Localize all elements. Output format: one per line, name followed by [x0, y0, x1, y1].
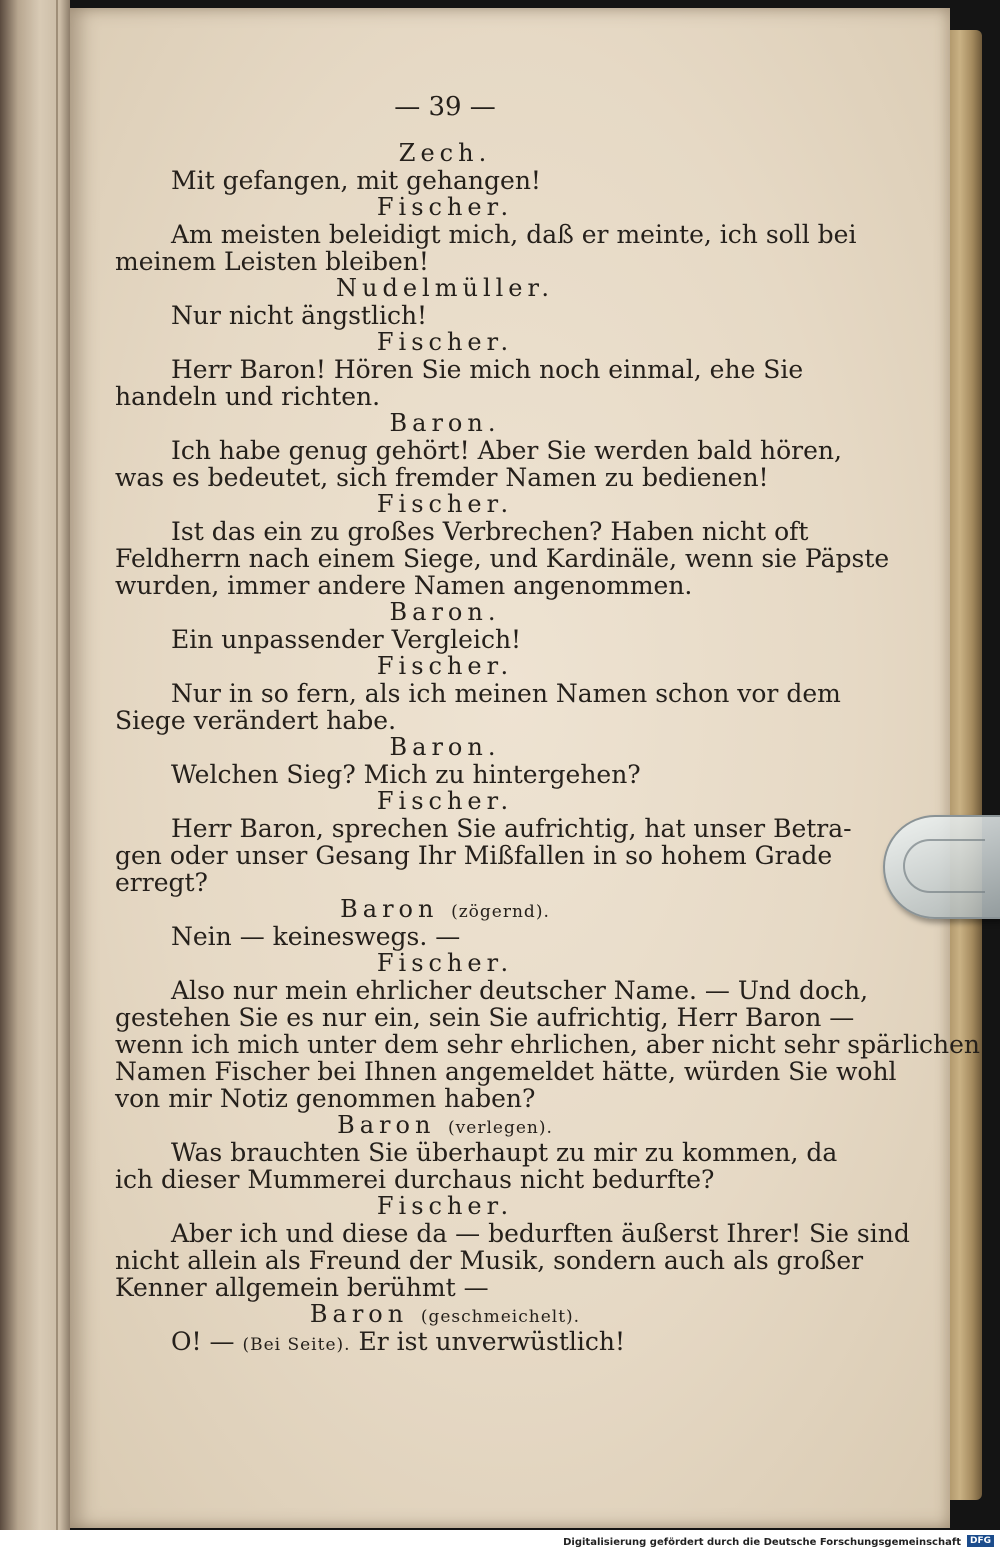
speaker-name — [115, 140, 775, 167]
line-text: Am meisten beleidigt mich, daß er meinte, ich soll bei — [171, 220, 857, 249]
line-text: meinem Leisten bleiben! — [115, 247, 429, 276]
dfg-logo-icon: DFG — [967, 1535, 994, 1547]
line-text: Siege verändert habe. — [115, 706, 397, 735]
line-text: Was brauchten Sie überhaupt zu mir zu kommen, da — [171, 1138, 838, 1167]
speech-line — [115, 923, 775, 950]
speech-line — [115, 707, 775, 734]
speaker-name — [115, 896, 775, 923]
speaker-name — [115, 1301, 775, 1328]
speaker-name — [115, 734, 775, 761]
line-text: Baron. — [389, 733, 501, 761]
speech-line — [115, 355, 804, 384]
line-text: Fischer. — [376, 193, 514, 221]
speech-line — [115, 679, 841, 708]
line-text: Zech. — [398, 139, 492, 167]
dialogue-lines — [115, 139, 980, 1356]
page-clip-holder — [883, 815, 1000, 919]
line-text: Aber ich und diese da — bedurften äußerst Ihrer! Sie sind — [171, 1219, 910, 1248]
speaker-name — [115, 950, 775, 977]
line-text: nicht allein als Freund der Musik, sondern auch als großer — [115, 1246, 864, 1275]
speaker-name — [115, 653, 775, 680]
line-text: Herr Baron, sprechen Sie aufrichtig, hat unser Betra- — [171, 814, 852, 843]
speech-line — [115, 841, 833, 870]
line-text: Nudelmüller. — [336, 274, 554, 302]
line-text: Fischer. — [376, 328, 514, 356]
speech-line — [115, 814, 852, 843]
speaker-name — [115, 599, 775, 626]
funding-notice: Digitalisierung gefördert durch die Deutsche Forschungsgemeinschaft — [563, 1537, 961, 1548]
speech-line — [115, 761, 775, 788]
line-text: Baron — [309, 1300, 409, 1328]
footer-bar — [0, 1530, 1000, 1555]
line-text: Namen Fischer bei Ihnen angemeldet hätte, würden Sie wohl — [115, 1057, 897, 1086]
line-text: Baron — [337, 1111, 436, 1139]
speech-line — [115, 976, 869, 1005]
stage-direction: (zögernd). — [451, 902, 550, 922]
line-text: Feldherrn nach einem Siege, und Kardinäle, wenn sie Päpste — [115, 544, 890, 573]
speaker-name — [115, 329, 775, 356]
book-left-page-edge — [0, 0, 70, 1530]
line-text: Fischer. — [376, 490, 514, 518]
speech-line — [115, 1166, 775, 1193]
speech-line — [115, 1219, 910, 1248]
line-text: was es bedeutet, sich fremder Namen zu bedienen! — [115, 463, 769, 492]
speech-line — [115, 464, 775, 491]
speech-line — [115, 302, 775, 329]
line-text: von mir Notiz genommen haben? — [115, 1084, 536, 1113]
speech-line — [115, 1085, 775, 1112]
speech-line — [115, 869, 775, 896]
line-text: O! — — [171, 1327, 243, 1356]
line-text: Baron. — [389, 598, 501, 626]
line-text: wenn ich mich unter dem sehr ehrlichen, aber nicht sehr spärlichen — [115, 1030, 980, 1059]
line-text-after: Er ist unverwüstlich! — [350, 1327, 626, 1356]
speech-line — [115, 1030, 980, 1059]
line-text: Welchen Sieg? Mich zu hintergehen? — [171, 760, 641, 789]
line-text: Fischer. — [376, 787, 514, 815]
speaker-name — [115, 194, 775, 221]
speech-line — [115, 1274, 775, 1301]
speaker-name — [115, 1193, 775, 1220]
line-text: handeln und richten. — [115, 382, 381, 411]
book-page-stack-edge — [950, 30, 982, 1500]
speech-line — [115, 572, 775, 599]
line-text: wurden, immer andere Namen angenommen. — [115, 571, 693, 600]
speaker-name — [115, 788, 775, 815]
line-text: gen oder unser Gesang Ihr Mißfallen in so hohem Grade — [115, 841, 833, 870]
speech-line — [115, 1328, 775, 1355]
stage-direction: (verlegen). — [448, 1118, 553, 1138]
line-text: Fischer. — [376, 949, 514, 977]
line-text: Nein — keineswegs. — — [171, 922, 461, 951]
speech-line — [115, 1057, 897, 1086]
speaker-name — [115, 1112, 775, 1139]
line-text: Mit gefangen, mit gehangen! — [171, 166, 541, 195]
speaker-name — [115, 491, 775, 518]
line-text: Herr Baron! Hören Sie mich noch einmal, ehe Sie — [171, 355, 804, 384]
speech-line — [115, 1138, 838, 1167]
line-text: Fischer. — [376, 1192, 514, 1220]
line-text: Nur in so fern, als ich meinen Namen schon vor dem — [171, 679, 841, 708]
speech-line — [115, 1246, 864, 1275]
line-text: Nur nicht ängstlich! — [171, 301, 428, 330]
page-number: — 39 — — [394, 92, 496, 122]
line-text: Ich habe genug gehört! Aber Sie werden bald hören, — [171, 436, 842, 465]
line-text: ich dieser Mummerei durchaus nicht bedurfte? — [115, 1165, 715, 1194]
speech-line — [115, 383, 775, 410]
speech-line — [115, 167, 775, 194]
speech-line — [115, 626, 775, 653]
page-text — [115, 82, 980, 1356]
speech-line — [115, 220, 857, 249]
line-text: Kenner allgemein berühmt — — [115, 1273, 489, 1302]
stage-direction: (geschmeichelt). — [420, 1307, 581, 1327]
speech-line — [115, 248, 775, 275]
speech-line — [115, 436, 842, 465]
line-text: Baron — [340, 895, 439, 923]
line-text: Ist das ein zu großes Verbrechen? Haben nicht oft — [171, 517, 809, 546]
speech-line — [115, 1003, 855, 1032]
speech-line — [115, 517, 809, 546]
line-text: Also nur mein ehrlicher deutscher Name. — Und doch, — [171, 976, 869, 1005]
speech-line — [115, 544, 890, 573]
line-text: Baron. — [389, 409, 501, 437]
line-text: Ein unpassender Vergleich! — [171, 625, 522, 654]
line-text: Fischer. — [376, 652, 514, 680]
speaker-name — [115, 275, 775, 302]
speaker-name — [115, 410, 775, 437]
stage-direction: (Bei Seite). — [242, 1335, 351, 1355]
line-text: erregt? — [115, 868, 208, 897]
line-text: gestehen Sie es nur ein, sein Sie aufrichtig, Herr Baron — — [115, 1003, 855, 1032]
